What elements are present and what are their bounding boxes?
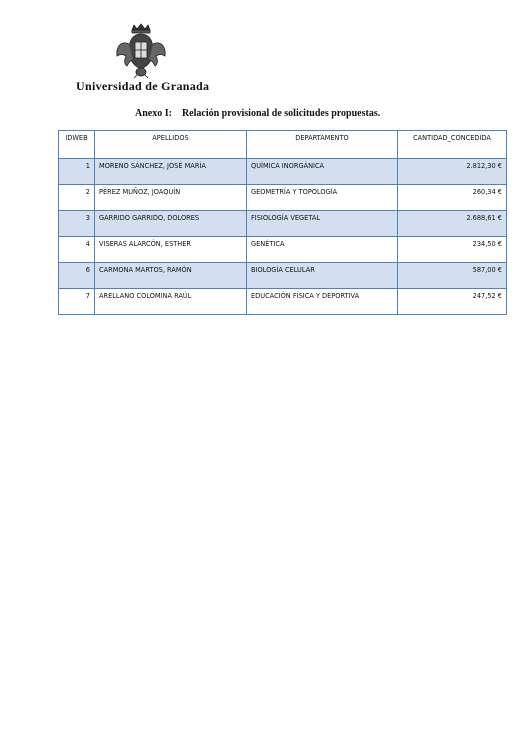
cell-cantidad: 2.688,61 € [398, 211, 507, 237]
cell-cantidad: 234,50 € [398, 237, 507, 263]
cell-cantidad: 2.812,30 € [398, 159, 507, 185]
cell-departamento: QUÍMICA INORGÁNICA [247, 159, 398, 185]
cell-idweb: 1 [59, 159, 95, 185]
cell-apellidos: MORENO SÁNCHEZ, JOSÉ MARÍA [95, 159, 247, 185]
cell-cantidad: 587,00 € [398, 263, 507, 289]
cell-departamento: EDUCACIÓN FÍSICA Y DEPORTIVA [247, 289, 398, 315]
table-header-row [59, 131, 507, 159]
table-row [59, 185, 507, 211]
cell-idweb: 7 [59, 289, 95, 315]
cell-apellidos: GARRIDO GARRIDO, DOLORES [95, 211, 247, 237]
cell-cantidad: 247,52 € [398, 289, 507, 315]
table-row [59, 237, 507, 263]
column-header-cantidad: CANTIDAD_CONCEDIDA [398, 131, 507, 159]
cell-departamento: BIOLOGÍA CELULAR [247, 263, 398, 289]
column-header-idweb: IDWEB [59, 131, 95, 159]
cell-apellidos: VISERAS ALARCÓN, ESTHER [95, 237, 247, 263]
annex-title: Relación provisional de solicitudes propuestas. [181, 108, 381, 119]
cell-apellidos: PÉREZ MUÑOZ, JOAQUÍN [95, 185, 247, 211]
table-row [59, 263, 507, 289]
cell-idweb: 3 [59, 211, 95, 237]
cell-idweb: 2 [59, 185, 95, 211]
cell-idweb: 6 [59, 263, 95, 289]
table-row [59, 289, 507, 315]
requests-table [58, 130, 507, 315]
cell-departamento: GENÉTICA [247, 237, 398, 263]
annex-heading [135, 108, 380, 119]
column-header-apellidos: APELLIDOS [95, 131, 247, 159]
cell-apellidos: CARMONA MARTOS, RAMÓN [95, 263, 247, 289]
cell-departamento: GEOMETRÍA Y TOPOLOGÍA [247, 185, 398, 211]
annex-label: Anexo I: [135, 108, 172, 119]
cell-apellidos: ARELLANO COLOMINA RAÚL [95, 289, 247, 315]
column-header-departamento: DEPARTAMENTO [247, 131, 398, 159]
cell-cantidad: 260,34 € [398, 185, 507, 211]
table-row [59, 211, 507, 237]
university-seal-icon [112, 22, 170, 80]
institution-name: Universidad de Granada [76, 79, 210, 93]
table-row [59, 159, 507, 185]
cell-departamento: FISIOLOGÍA VEGETAL [247, 211, 398, 237]
cell-idweb: 4 [59, 237, 95, 263]
